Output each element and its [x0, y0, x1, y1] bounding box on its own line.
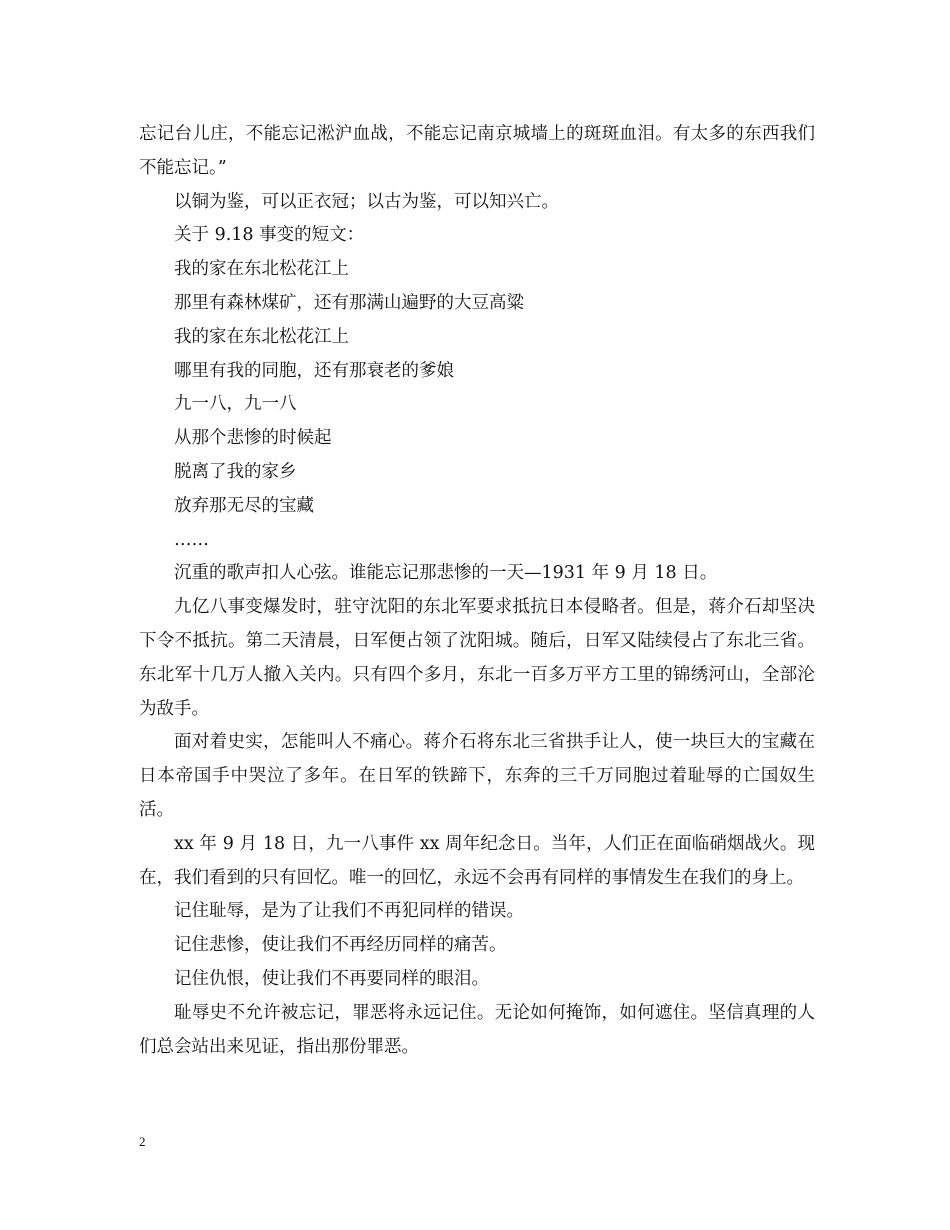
paragraph: 面对着史实，怎能叫人不痛心。蒋介石将东北三省拱手让人，使一块巨大的宝藏在日本帝国手中哭泣了多年。在日军的铁蹄下，东奔的三千万同胞过着耻辱的亡国奴生活。	[139, 732, 815, 820]
song-line: 我的家在东北松花江上	[174, 259, 349, 280]
paragraph: 沉重的歌声扣人心弦。谁能忘记那悲惨的一天—1931 年 9 月 18 日。	[174, 563, 718, 584]
song-line: 我的家在东北松花江上	[174, 326, 349, 347]
paragraph: 以铜为鉴，可以正衣冠；以古为鉴，可以知兴亡。	[174, 191, 559, 212]
paragraph: 记住悲惨，使让我们不再经历同样的痛苦。	[174, 935, 507, 956]
document-body	[139, 118, 815, 1064]
paragraph: 记住耻辱，是为了让我们不再犯同样的错误。	[174, 901, 524, 922]
paragraph: 耻辱史不允许被忘记，罪恶将永远记住。无论如何掩饰，如何遮住。坚信真理的人们总会站出来见证，指出那份罪恶。	[139, 1002, 815, 1057]
song-line: 九一八，九一八	[174, 394, 297, 415]
song-line: 放弃那无尽的宝藏	[174, 495, 314, 516]
ellipsis-line: ……	[174, 529, 209, 550]
song-line: 那里有森林煤矿，还有那满山遍野的大豆高粱	[174, 292, 524, 313]
paragraph: 记住仇恨，使让我们不再要同样的眼泪。	[174, 968, 489, 989]
paragraph: 忘记台儿庄，不能忘记淞沪血战，不能忘记南京城墙上的斑斑血泪。有太多的东西我们不能忘记。”	[139, 124, 815, 178]
paragraph: 九亿八事变爆发时，驻守沈阳的东北军要求抵抗日本侵略者。但是，蒋介石却坚决下令不抵抗。第二天清晨，日军便占领了沈阳城。随后，日军又陆续侵占了东北三省。东北军十几万人撤入关内。只有四个多月，东北一百多万平方工里的锦绣河山，全部沦为敌手。	[139, 597, 815, 719]
song-line: 哪里有我的同胞，还有那衰老的爹娘	[174, 360, 454, 381]
song-line: 脱离了我的家乡	[174, 461, 297, 482]
paragraph: 关于 9.18 事变的短文：	[174, 225, 365, 246]
song-line: 从那个悲惨的时候起	[174, 428, 332, 449]
page-number: 2	[139, 1134, 146, 1149]
paragraph: xx 年 9 月 18 日，九一八事件 xx 周年纪念日。当年，人们正在面临硝烟战火。现在，我们看到的只有回忆。唯一的回忆，永远不会再有同样的事情发生在我们的身上。	[139, 833, 815, 888]
